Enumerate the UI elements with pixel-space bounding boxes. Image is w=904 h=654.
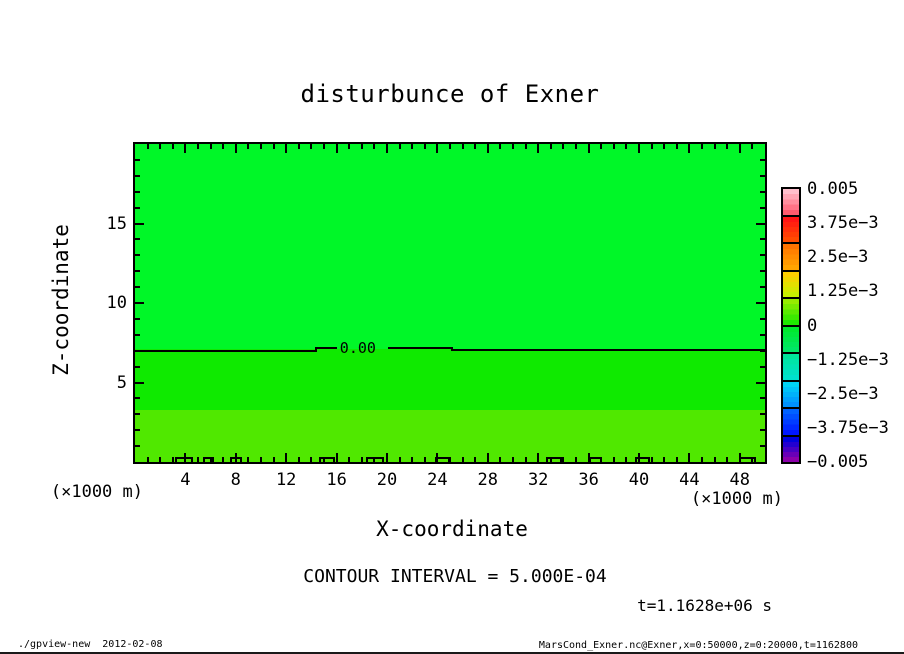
- y-tick-mark: [760, 207, 765, 209]
- y-tick-mark: [760, 445, 765, 447]
- x-tick-mark: [172, 457, 174, 462]
- y-tick-mark: [760, 397, 765, 399]
- x-tick-label: 12: [275, 470, 297, 490]
- x-tick-mark: [210, 457, 212, 462]
- x-tick-mark: [449, 457, 451, 462]
- x-tick-mark: [651, 144, 653, 149]
- x-tick-mark: [512, 457, 514, 462]
- y-tick-mark: [760, 318, 765, 320]
- x-tick-mark: [235, 453, 237, 462]
- y-tick-mark: [756, 382, 765, 384]
- y-tick-mark: [756, 302, 765, 304]
- y-tick-mark: [760, 366, 765, 368]
- colorbar-tick-label: −3.75e−3: [807, 417, 889, 438]
- y-tick-mark: [760, 159, 765, 161]
- y-tick-mark: [760, 175, 765, 177]
- x-tick-mark: [537, 144, 539, 153]
- y-tick-mark: [135, 223, 144, 225]
- bottom-contour-bump: [319, 457, 335, 462]
- x-tick-mark: [159, 457, 161, 462]
- x-tick-label: 4: [180, 470, 191, 490]
- y-axis-title: Z-coordinate: [49, 224, 73, 376]
- x-tick-mark: [436, 453, 438, 462]
- colorbar-box: [783, 325, 799, 353]
- y-tick-mark: [135, 254, 140, 256]
- x-tick-mark: [399, 457, 401, 462]
- x-tick-mark: [285, 453, 287, 462]
- x-tick-mark: [222, 457, 224, 462]
- x-tick-mark: [462, 457, 464, 462]
- y-tick-mark: [135, 270, 140, 272]
- x-tick-mark: [386, 453, 388, 462]
- x-tick-mark: [172, 144, 174, 149]
- x-tick-mark: [701, 457, 703, 462]
- x-tick-mark: [638, 453, 640, 462]
- y-tick-mark: [135, 334, 140, 336]
- colorbar-tick-label: 1.25e−3: [807, 281, 879, 302]
- x-tick-mark: [373, 144, 375, 149]
- y-tick-mark: [135, 175, 140, 177]
- y-tick-mark: [135, 366, 140, 368]
- tone-fill-region: [135, 410, 765, 462]
- x-tick-mark: [336, 453, 338, 462]
- x-tick-mark: [411, 144, 413, 149]
- colorbar-box: [783, 270, 799, 298]
- colorbar-box: [783, 407, 799, 435]
- y-tick-mark: [135, 238, 140, 240]
- plot-title: disturbunce of Exner: [300, 80, 600, 108]
- x-tick-label: 36: [578, 470, 599, 490]
- x-tick-mark: [499, 144, 501, 149]
- colorbar-box: [783, 242, 799, 270]
- y-tick-mark: [760, 191, 765, 193]
- x-tick-mark: [688, 144, 690, 153]
- x-tick-mark: [323, 144, 325, 149]
- x-tick-mark: [361, 457, 363, 462]
- colorbar-tick-label: 3.75e−3: [807, 213, 879, 234]
- x-tick-label: 28: [477, 470, 499, 490]
- zero-contour-step: [451, 347, 453, 351]
- zero-contour-label: 0.00: [339, 339, 376, 358]
- x-tick-mark: [600, 144, 602, 149]
- x-tick-mark: [651, 457, 653, 462]
- x-tick-mark: [323, 457, 325, 462]
- zero-contour-line: [135, 350, 316, 352]
- y-tick-mark: [760, 334, 765, 336]
- x-tick-mark: [663, 144, 665, 149]
- x-tick-mark: [310, 144, 312, 149]
- x-tick-mark: [537, 453, 539, 462]
- x-tick-mark: [247, 144, 249, 149]
- x-tick-mark: [751, 144, 753, 149]
- x-tick-mark: [361, 144, 363, 149]
- y-tick-mark: [760, 429, 765, 431]
- x-tick-mark: [726, 457, 728, 462]
- x-unit-label-right: (×1000 m): [690, 489, 783, 509]
- colorbar-box: [783, 435, 799, 463]
- x-tick-mark: [575, 144, 577, 149]
- y-tick-mark: [135, 159, 140, 161]
- file-footer: MarsCond_Exner.nc@Exner,x=0:50000,z=0:20000,t=1162800: [538, 640, 858, 651]
- y-tick-mark: [135, 318, 140, 320]
- x-tick-mark: [436, 144, 438, 153]
- x-tick-mark: [613, 144, 615, 149]
- y-tick-mark: [135, 429, 140, 431]
- x-tick-mark: [386, 144, 388, 153]
- y-tick-label: 10: [106, 293, 127, 313]
- x-tick-mark: [348, 144, 350, 149]
- time-annotation: t=1.1628e+06 s: [637, 596, 772, 615]
- x-tick-mark: [588, 453, 590, 462]
- zero-contour-line: [452, 349, 765, 351]
- x-tick-mark: [310, 457, 312, 462]
- x-tick-mark: [260, 457, 262, 462]
- x-tick-mark: [525, 457, 527, 462]
- x-tick-mark: [411, 457, 413, 462]
- x-tick-mark: [676, 457, 678, 462]
- y-tick-mark: [135, 397, 140, 399]
- x-tick-mark: [348, 457, 350, 462]
- x-tick-mark: [147, 144, 149, 149]
- x-tick-label: 44: [679, 470, 700, 490]
- x-axis-title: X-coordinate: [376, 517, 528, 541]
- x-tick-mark: [247, 457, 249, 462]
- x-tick-mark: [235, 144, 237, 153]
- y-tick-mark: [760, 238, 765, 240]
- x-tick-mark: [575, 457, 577, 462]
- x-tick-mark: [184, 453, 186, 462]
- x-tick-mark: [562, 144, 564, 149]
- x-tick-mark: [184, 144, 186, 153]
- y-tick-mark: [760, 270, 765, 272]
- x-tick-mark: [739, 453, 741, 462]
- colorbar-box: [783, 352, 799, 380]
- y-tick-mark: [760, 413, 765, 415]
- colorbar-box: [783, 189, 799, 215]
- plot-frame: [133, 142, 767, 464]
- x-tick-mark: [474, 144, 476, 149]
- x-tick-mark: [701, 144, 703, 149]
- x-tick-mark: [285, 144, 287, 153]
- x-tick-mark: [751, 457, 753, 462]
- y-tick-mark: [760, 350, 765, 352]
- colorbar-tick-label: 0.005: [807, 179, 859, 199]
- y-tick-label: 5: [116, 372, 127, 393]
- x-tick-mark: [613, 457, 615, 462]
- x-tick-label: 40: [628, 470, 650, 490]
- x-tick-mark: [298, 144, 300, 149]
- x-tick-label: 16: [326, 470, 347, 490]
- x-tick-mark: [625, 457, 627, 462]
- x-tick-mark: [550, 144, 552, 149]
- y-tick-mark: [135, 413, 140, 415]
- bottom-contour-bump: [546, 457, 562, 462]
- y-tick-mark: [760, 286, 765, 288]
- y-tick-mark: [135, 286, 140, 288]
- colorbar-tick-label: −0.005: [807, 452, 869, 472]
- y-tick-mark: [756, 223, 765, 225]
- x-tick-mark: [462, 144, 464, 149]
- tone-fill-region: [135, 144, 765, 349]
- x-tick-mark: [373, 457, 375, 462]
- colorbar-box: [783, 297, 799, 325]
- colorbar: [781, 187, 801, 464]
- x-tick-mark: [474, 457, 476, 462]
- colorbar-tick-label: 0: [807, 315, 818, 336]
- x-tick-mark: [663, 457, 665, 462]
- x-tick-mark: [525, 144, 527, 149]
- x-tick-mark: [625, 144, 627, 149]
- y-tick-mark: [135, 445, 140, 447]
- x-tick-label: 20: [376, 470, 398, 490]
- x-tick-mark: [714, 144, 716, 149]
- x-tick-mark: [424, 144, 426, 149]
- x-tick-mark: [147, 457, 149, 462]
- x-tick-mark: [159, 144, 161, 149]
- y-tick-mark: [135, 302, 144, 304]
- x-tick-mark: [197, 144, 199, 149]
- x-tick-mark: [676, 144, 678, 149]
- colorbar-box: [783, 380, 799, 408]
- x-tick-mark: [197, 457, 199, 462]
- x-tick-mark: [399, 144, 401, 149]
- x-unit-label-left: (×1000 m): [50, 482, 143, 502]
- x-tick-label: 24: [427, 470, 448, 490]
- zero-contour-line: [388, 347, 452, 349]
- y-tick-mark: [760, 254, 765, 256]
- x-tick-mark: [449, 144, 451, 149]
- y-tick-label: 15: [106, 213, 127, 234]
- x-tick-mark: [222, 144, 224, 149]
- zero-contour-line: [316, 347, 337, 349]
- x-tick-mark: [688, 453, 690, 462]
- colorbar-tick-label: −1.25e−3: [807, 349, 889, 370]
- plot-area: [135, 144, 765, 462]
- x-tick-mark: [260, 144, 262, 149]
- x-tick-mark: [273, 457, 275, 462]
- x-tick-mark: [714, 457, 716, 462]
- x-tick-mark: [499, 457, 501, 462]
- x-tick-mark: [550, 457, 552, 462]
- x-tick-mark: [739, 144, 741, 153]
- x-tick-mark: [298, 457, 300, 462]
- tone-fill-region: [135, 349, 765, 410]
- x-tick-label: 8: [230, 470, 241, 490]
- contour-interval-text: CONTOUR INTERVAL = 5.000E-04: [303, 566, 607, 587]
- y-tick-mark: [135, 207, 140, 209]
- colorbar-box: [783, 215, 799, 243]
- x-tick-mark: [487, 144, 489, 153]
- x-tick-mark: [336, 144, 338, 153]
- y-tick-mark: [135, 382, 144, 384]
- y-tick-mark: [135, 350, 140, 352]
- x-tick-mark: [588, 144, 590, 153]
- command-footer: ./gpview-new 2012-02-08: [18, 639, 163, 650]
- x-tick-mark: [562, 457, 564, 462]
- x-tick-mark: [424, 457, 426, 462]
- x-tick-mark: [726, 144, 728, 149]
- x-tick-mark: [638, 144, 640, 153]
- x-tick-mark: [210, 144, 212, 149]
- bottom-contour-bump: [739, 457, 757, 462]
- colorbar-tick-label: −2.5e−3: [807, 383, 879, 404]
- colorbar-tick-label: 2.5e−3: [807, 247, 869, 268]
- x-tick-label: 48: [729, 470, 751, 490]
- x-tick-mark: [600, 457, 602, 462]
- x-tick-mark: [487, 453, 489, 462]
- x-tick-mark: [273, 144, 275, 149]
- y-tick-mark: [135, 191, 140, 193]
- x-tick-label: 32: [527, 470, 549, 490]
- zero-contour-step: [315, 347, 317, 352]
- x-tick-mark: [512, 144, 514, 149]
